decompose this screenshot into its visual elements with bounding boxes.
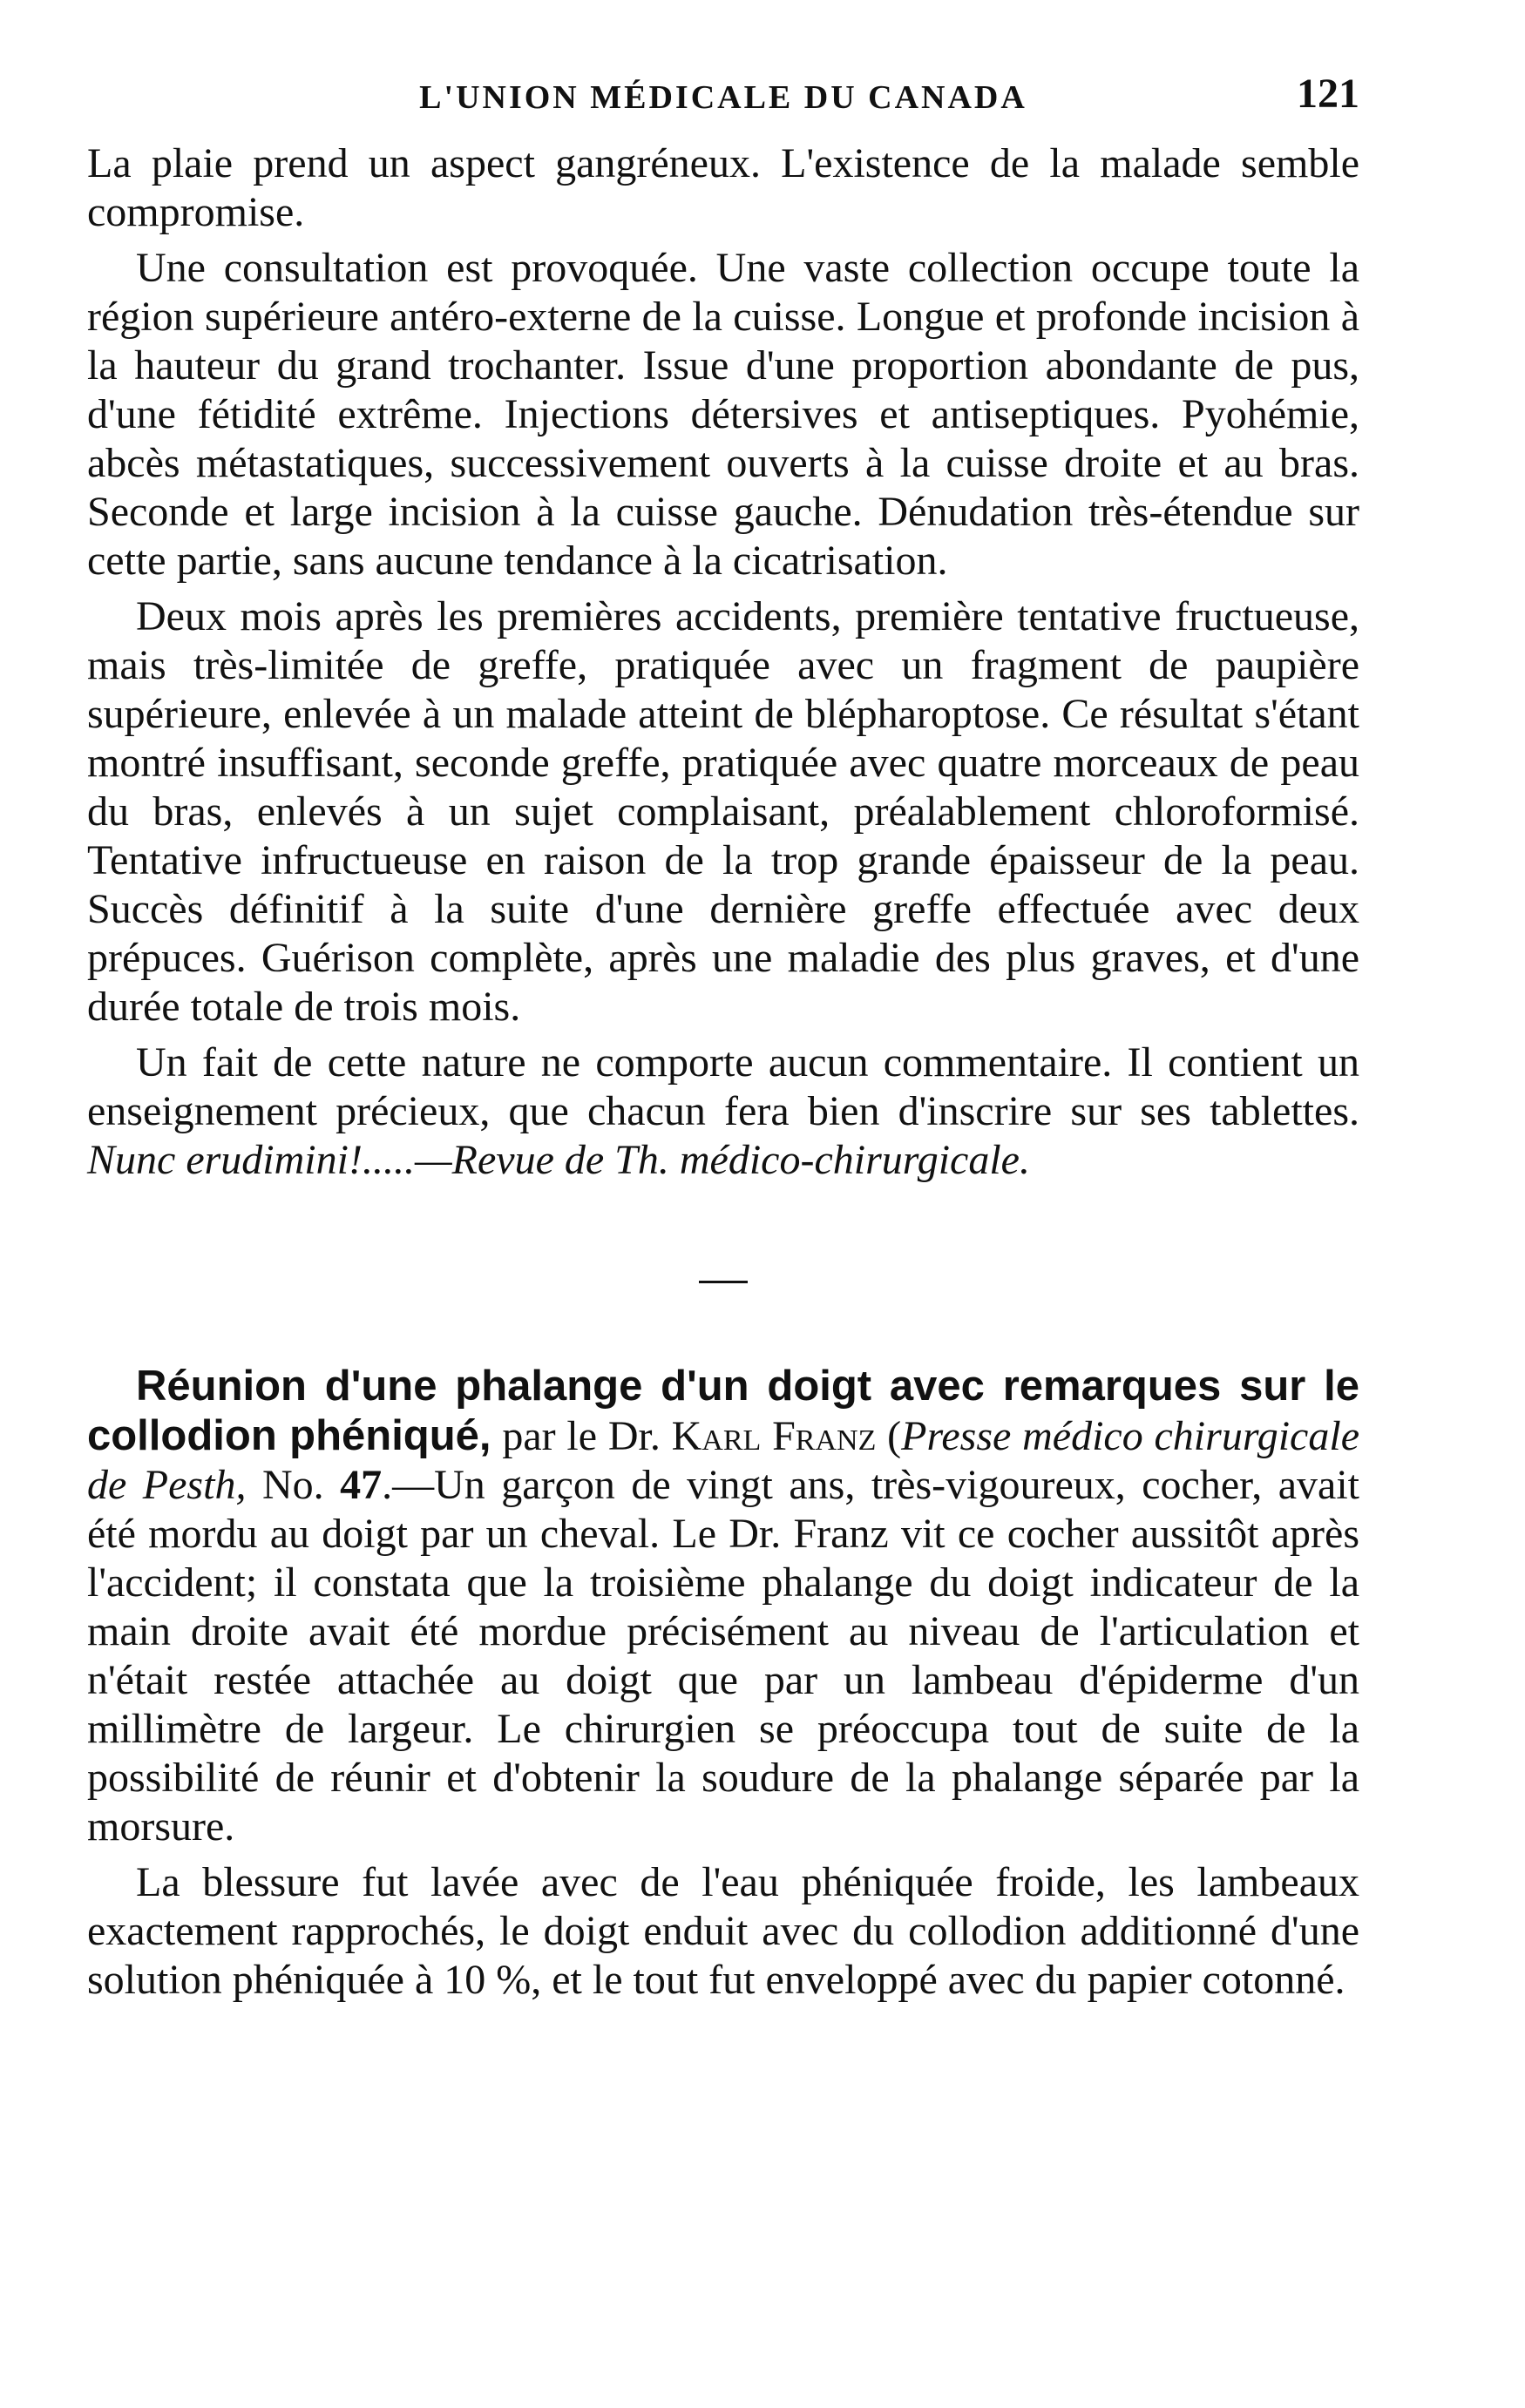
paragraph: La blessure fut lavée avec de l'eau phéniquée froide, les lambeaux exactement rapprochés, le doigt enduit avec du collodion additionné d'une solution phéniquée à 10 %, et le tout fut enveloppé avec du papier cotonné. xyxy=(87,1859,1359,2003)
byline-prefix: par le Dr. xyxy=(491,1413,672,1459)
source-number-label: No. xyxy=(246,1462,341,1508)
section-separator xyxy=(699,1281,748,1283)
author-name: Karl Franz xyxy=(671,1413,877,1459)
article-title: Réunion d'une phalange d'un doigt avec remarques sur le collodion phéniqué, xyxy=(87,1363,1359,1459)
article-opening xyxy=(87,1362,1359,1851)
page xyxy=(87,70,1359,2012)
paragraph: Deux mois après les premières accidents, première tentative fructueuse, mais très-limitée de greffe, pratiquée avec un fragment de paupière supérieure, enlevée à un malade atteint de blépharoptose. Ce résultat s'étant montré insuffisant, seconde greffe, pratiquée avec quatre morceaux de peau du bras, enlevés à un sujet complaisant, préalablement chloroformisé. Tentative infructueuse en raison de la trop grande épaisseur de la peau. Succès définitif à la suite d'une dernière greffe effectuée avec deux prépuces. Guérison complète, après une maladie des plus graves, et d'une durée totale de trois mois. xyxy=(87,593,1359,1030)
paragraph-text: Un fait de cette nature ne comporte aucun commentaire. Il contient un enseignement précieux, que chacun fera bien d'inscrire sur ses tablettes. xyxy=(87,1039,1359,1134)
source-title: Presse médico chirurgicale de Pesth, xyxy=(87,1413,1360,1508)
page-number: 121 xyxy=(1297,71,1359,117)
source-number: 47 xyxy=(340,1462,383,1508)
article-body: .—Un garçon de vingt ans, très-vigoureux, cocher, avait été mordu au doigt par un cheval. Le Dr. Franz vit ce cocher aussitôt après l'accident; il constata que la troisième phalange du doigt indicateur de la main droite avait été mordue précisément au niveau de l'articulation et n'était restée attachée au doigt que par un lambeau d'épiderme d'un millimètre de largeur. Le chirurgien se préoccupa tout de suite de la possibilité de réunir et d'obtenir la soudure de la phalange séparée par la morsure. xyxy=(87,1462,1360,1850)
journal-title: L'UNION MÉDICALE DU CANADA xyxy=(419,79,1027,116)
running-head xyxy=(87,70,1359,122)
paragraph: La plaie prend un aspect gangréneux. L'existence de la malade semble compromise. xyxy=(87,140,1359,235)
citation: Nunc erudimini!.....—Revue de Th. médico-chirurgicale. xyxy=(87,1137,1030,1183)
paragraph xyxy=(87,1038,1359,1185)
source-open: ( xyxy=(876,1413,902,1459)
paragraph: Une consultation est provoquée. Une vaste collection occupe toute la région supérieure antéro-externe de la cuisse. Longue et profonde incision à la hauteur du grand trochanter. Issue d'une proportion abondante de pus, d'une fétidité extrême. Injections détersives et antiseptiques. Pyohémie, abcès métastatiques, successivement ouverts à la cuisse droite et au bras. Seconde et large incision à la cuisse gauche. Dénudation très-étendue sur cette partie, sans aucune tendance à la cicatrisation. xyxy=(87,245,1359,584)
